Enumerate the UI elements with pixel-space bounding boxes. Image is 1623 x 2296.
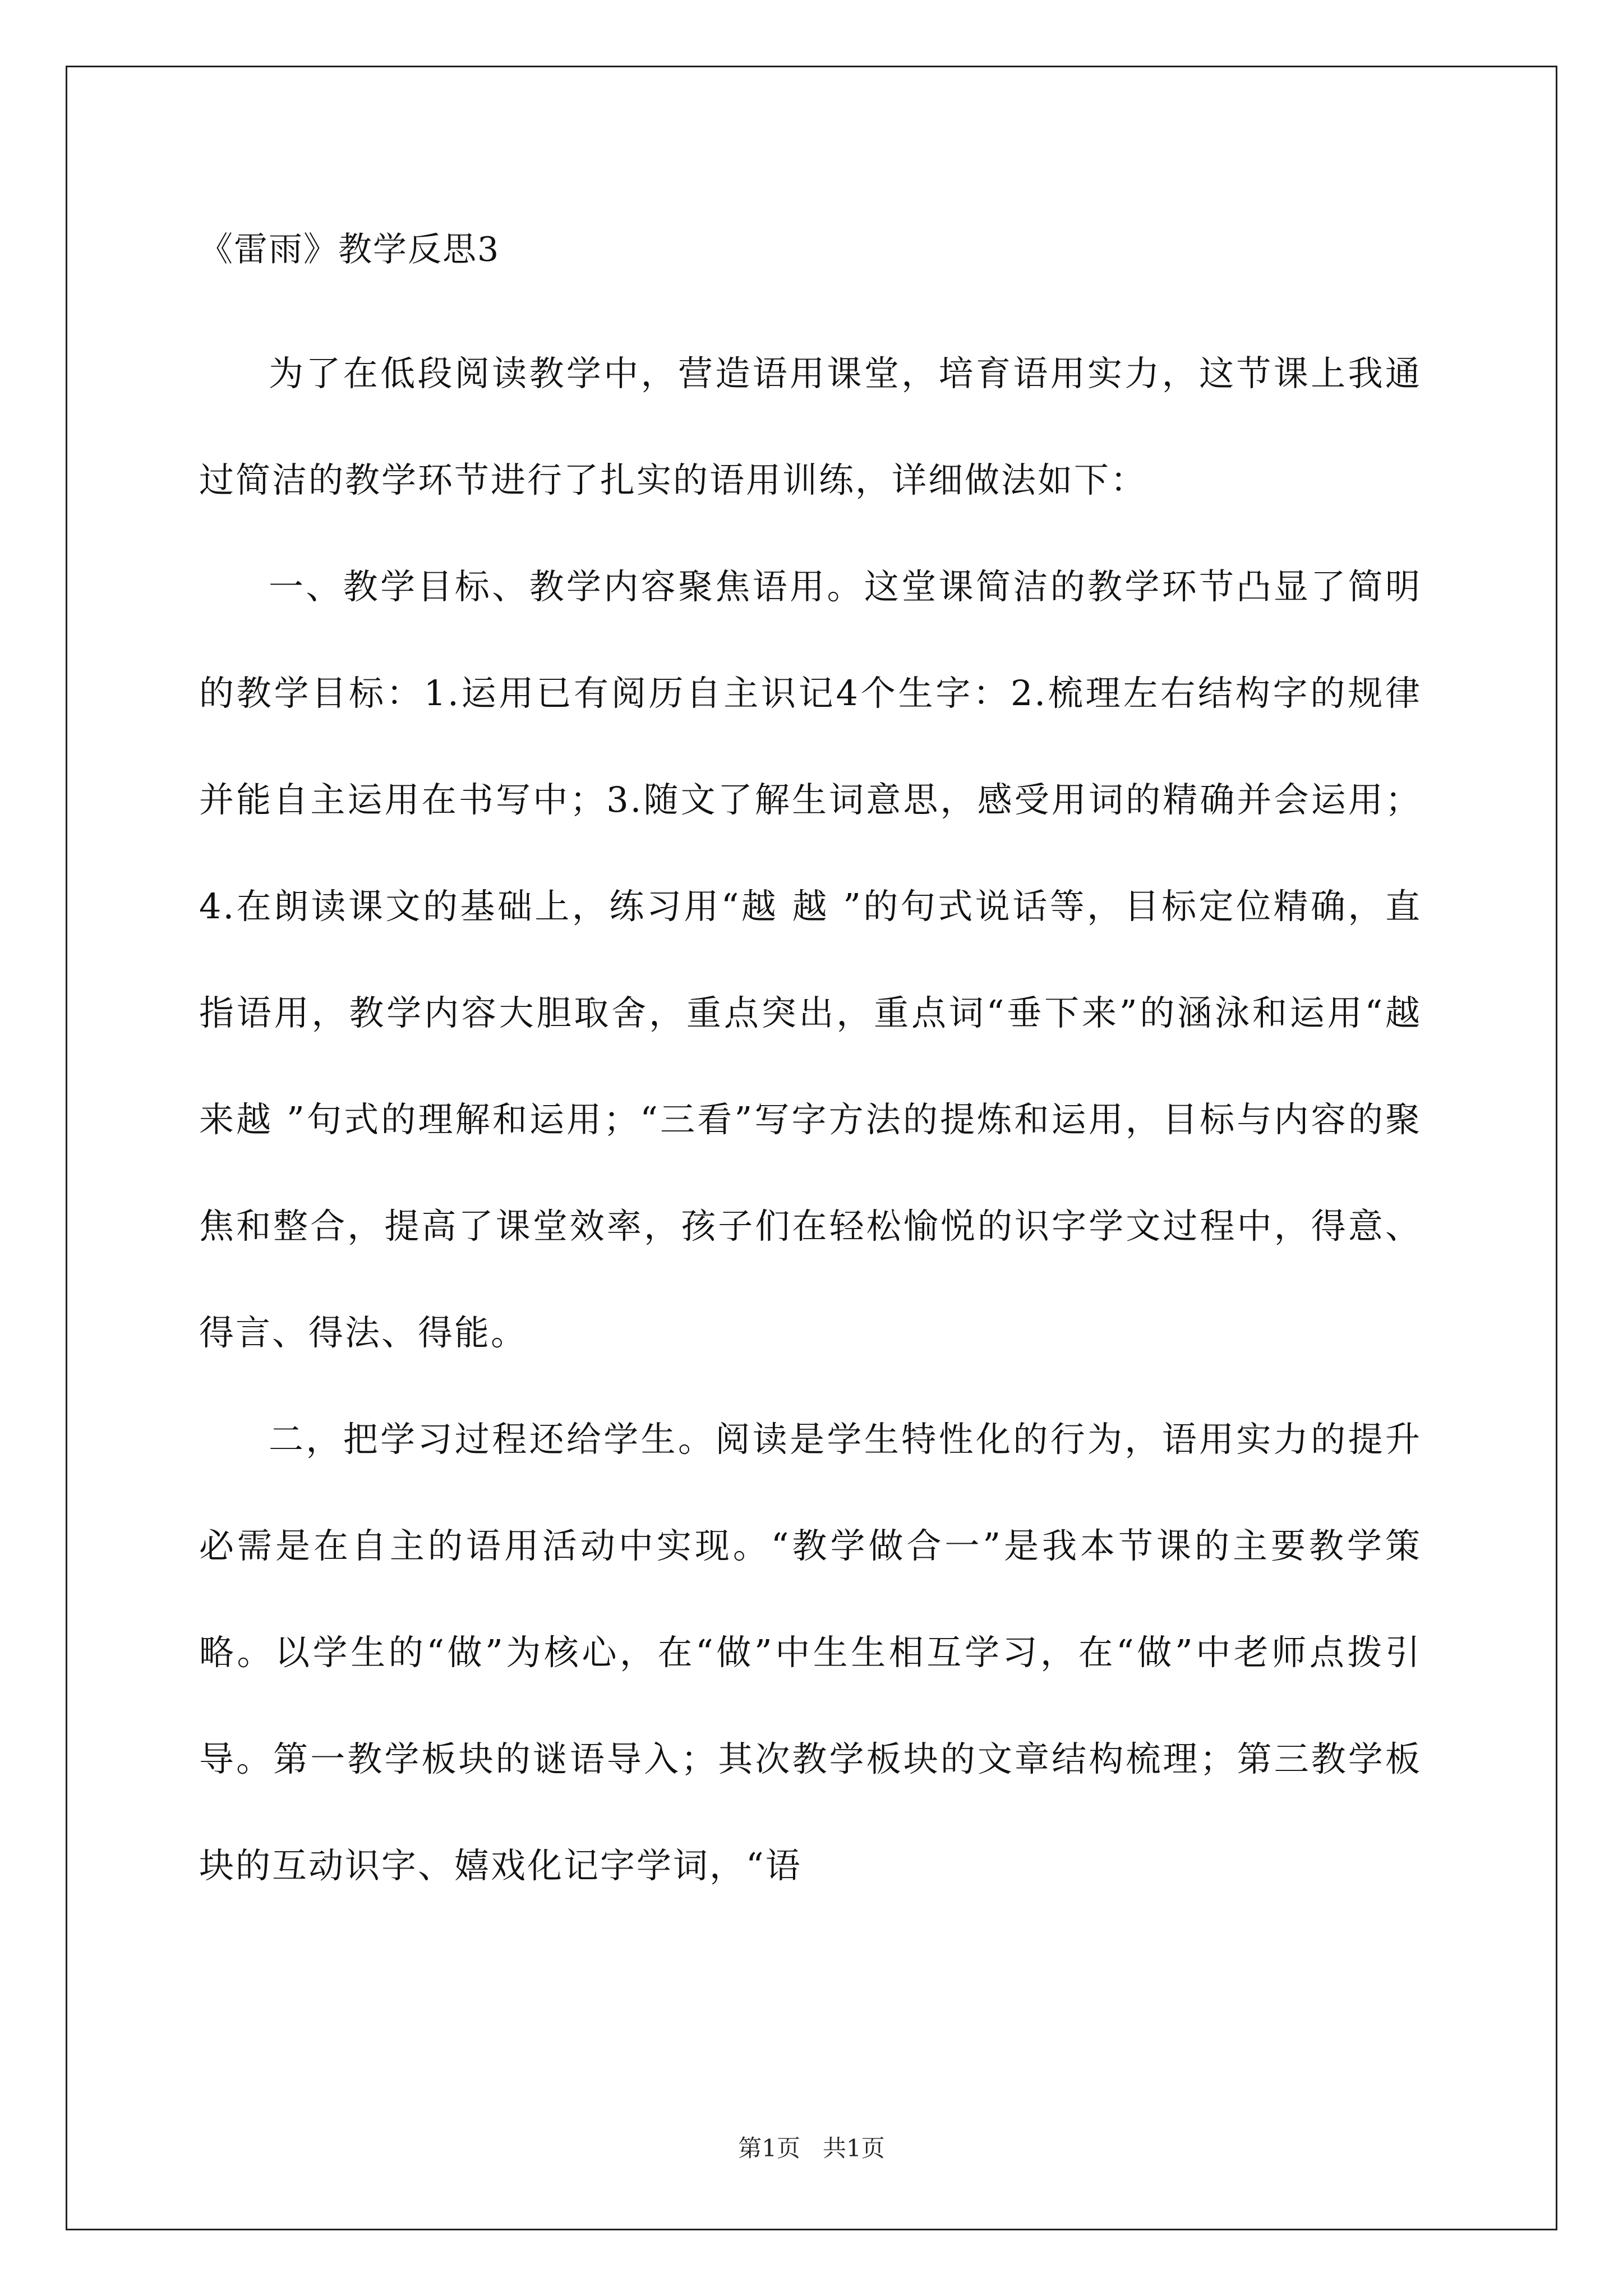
page-number: 第1页 共1页 [738,2134,885,2162]
document-body [199,222,1422,1919]
document-title: 《雷雨》教学反思3 [199,230,500,269]
paragraph-section-one: 一、教学目标、教学内容聚焦语用。这堂课简洁的教学环节凸显了简明的教学目标：1.运用已有阅历自主识记4个生字：2.梳理左右结构字的规律并能自主运用在书写中；3.随文了解生词意思，感受用词的精确并会运用；4.在朗读课文的基础上，练习用“越 越 ”的句式说话等，目标定位精确，直指语用，教学内容大胆取舍，重点突出，重点词“垂下来”的涵泳和运用“越来越 ”句式的理解和运用；“三看”写字方法的提炼和运用，目标与内容的聚焦和整合，提高了课堂效率，孩子们在轻松愉悦的识字学文过程中，得意、得言、得法、得能。 [199,566,1422,1353]
paragraph-intro: 为了在低段阅读教学中，营造语用课堂，培育语用实力，这节课上我通过简洁的教学环节进行了扎实的语用训练，详细做法如下： [199,353,1422,500]
paragraph-section-two: 二，把学习过程还给学生。阅读是学生特性化的行为，语用实力的提升必需是在自主的语用活动中实现。“教学做合一”是我本节课的主要教学策略。以学生的“做”为核心，在“做”中生生相互学习，在“做”中老师点拨引导。第一教学板块的谜语导入；其次教学板块的文章结构梳理；第三教学板块的互动识字、嬉戏化记字学词，“语 [199,1419,1422,1886]
